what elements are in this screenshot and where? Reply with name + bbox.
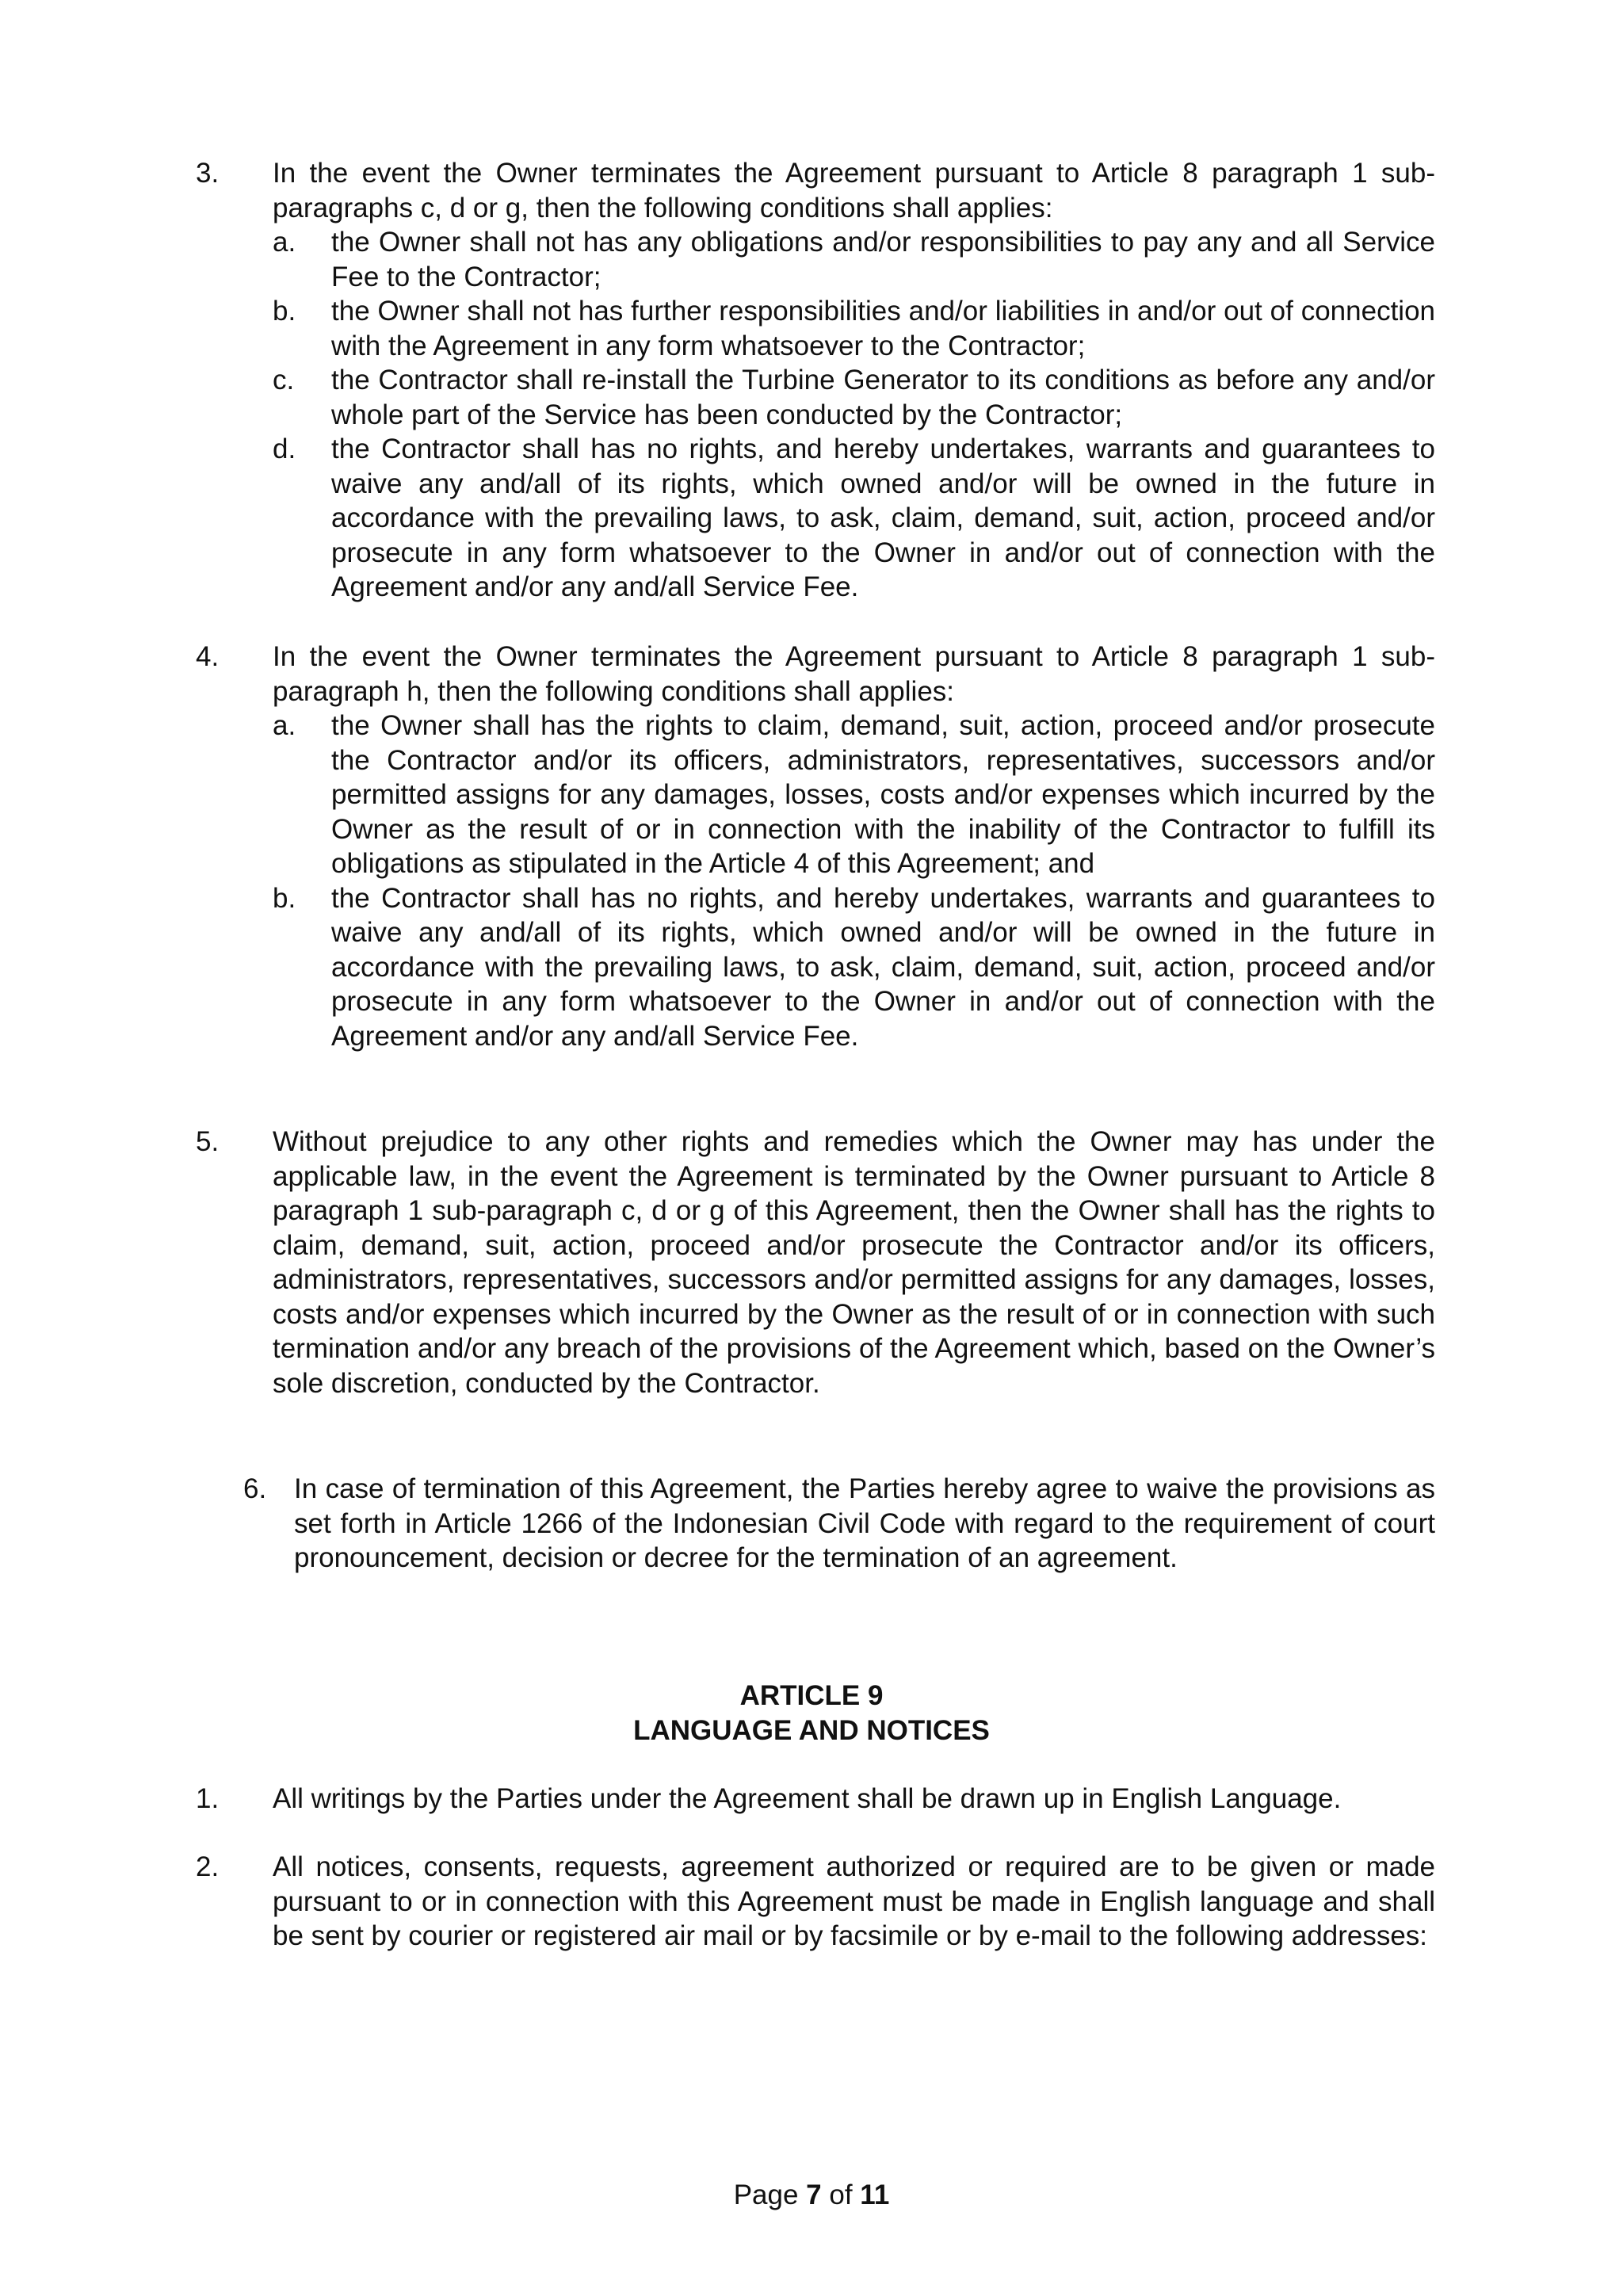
sub-item-letter: c.: [273, 365, 295, 395]
sub-item-letter: b.: [273, 296, 296, 327]
sub-item-list: [0, 709, 1623, 1053]
sub-item-letter: b.: [273, 882, 296, 914]
sub-item: [0, 294, 1623, 363]
clause-number: 4.: [196, 641, 220, 672]
sub-item-text: the Owner shall has the rights to claim, demand, suit, action, proceed and/or prosecute the Contractor and/or its officers, administrators, representatives, successors and/or permitted assigns for any damages, losses, costs and/or expenses which incurred by the Owner as the result of or in connection with the inability of the Contractor to fulfill its obligations as stipulated in the Article 4 of this Agreement; and: [331, 710, 1435, 879]
sub-item: [0, 709, 1623, 881]
page-label: Page: [733, 2179, 807, 2210]
page-footer: [0, 2178, 1623, 2213]
clause-text: In case of termination of this Agreement, the Parties hereby agree to waive the provisions as set forth in Article 1266 of the Indonesian Civil Code with regard to the requirement of court pronouncement, decision or decree for the termination of an agreement.: [294, 1473, 1435, 1573]
clause-text: All notices, consents, requests, agreement authorized or required are to be given or made pursuant to or in connection with this Agreement must be made in English language and shall be sent by courier or registered air mail or by facsimile or by e-mail to the following addresses:: [273, 1851, 1435, 1951]
sub-item-text: the Contractor shall has no rights, and hereby undertakes, warrants and guarantees to waive any and/all of its rights, which owned and/or will be owned in the future in accordance with the prevailing laws, to ask, claim, demand, suit, action, proceed and/or prosecute in any form whatsoever to the Owner in and/or out of connection with the Agreement and/or any and/all Service Fee.: [331, 882, 1435, 1052]
sub-item: [0, 432, 1623, 605]
article-title: ARTICLE 9: [739, 1680, 884, 1711]
page-current: 7: [806, 2179, 822, 2210]
sub-item-letter: d.: [273, 434, 296, 464]
sub-item: [0, 363, 1623, 432]
sub-item: [0, 881, 1623, 1054]
sub-item-text: the Contractor shall re-install the Turbine Generator to its conditions as before any and/or whole part of the Service has been conducted by the Contractor;: [331, 365, 1435, 430]
clause-number: 1.: [196, 1783, 220, 1814]
clause-text: All writings by the Parties under the Agreement shall be drawn up in English Language.: [273, 1783, 1342, 1814]
sub-item-letter: a.: [273, 227, 296, 258]
clause-number: 6.: [243, 1473, 267, 1504]
sub-item-letter: a.: [273, 710, 296, 741]
article-subtitle: LANGUAGE AND NOTICES: [633, 1715, 990, 1746]
sub-item-text: the Owner shall not has further responsibilities and/or liabilities in and/or out of connection with the Agreement in any form whatsoever to the Contractor;: [331, 296, 1435, 361]
sub-item: [0, 225, 1623, 294]
page-total: 11: [860, 2179, 890, 2210]
clause-number: 5.: [196, 1126, 220, 1157]
sub-item-list: [0, 225, 1623, 605]
clause-intro: In the event the Owner terminates the Agreement pursuant to Article 8 paragraph 1 sub-paragraphs c, d or g, then the following conditions shall applies:: [273, 158, 1435, 223]
sub-item-text: the Owner shall not has any obligations and/or responsibilities to pay any and all Service Fee to the Contractor;: [331, 227, 1435, 292]
clause-intro: In the event the Owner terminates the Agreement pursuant to Article 8 paragraph 1 sub-paragraph h, then the following conditions shall applies:: [273, 641, 1435, 707]
page-of-label: of: [821, 2179, 861, 2210]
clause-text: Without prejudice to any other rights and remedies which the Owner may has under the applicable law, in the event the Agreement is terminated by the Owner pursuant to Article 8 paragraph 1 sub-paragraph c, d or g of this Agreement, then the Owner shall has the rights to claim, demand, suit, action, proceed and/or prosecute the Contractor and/or its officers, administrators, representatives, successors and/or permitted assigns for any damages, losses, costs and/or expenses which incurred by the Owner as the result of or in connection with such termination and/or any breach of the provisions of the Agreement which, based on the Owner’s sole discretion, conducted by the Contractor.: [273, 1126, 1435, 1399]
clause-number: 2.: [196, 1851, 220, 1882]
sub-item-text: the Contractor shall has no rights, and hereby undertakes, warrants and guarantees to waive any and/all of its rights, which owned and/or will be owned in the future in accordance with the prevailing laws, to ask, claim, demand, suit, action, proceed and/or prosecute in any form whatsoever to the Owner in and/or out of connection with the Agreement and/or any and/all Service Fee.: [331, 434, 1435, 602]
clause-number: 3.: [196, 158, 220, 189]
